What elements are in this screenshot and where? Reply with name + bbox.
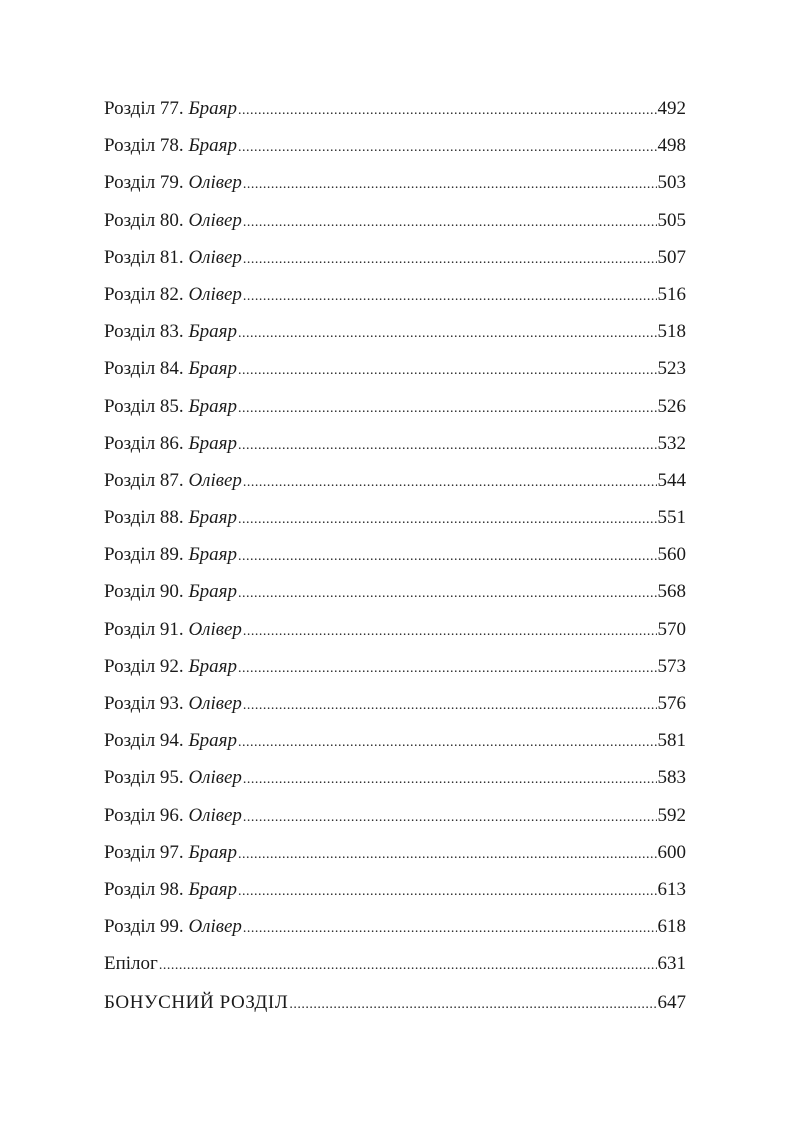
chapter-narrator: Браяр [188, 581, 237, 603]
toc-page-number: 647 [657, 991, 686, 1013]
dot-leader [238, 438, 657, 454]
toc-entry-label [104, 433, 237, 455]
toc-entry [104, 358, 686, 395]
chapter-narrator: Олівер [188, 767, 242, 789]
toc-page-number: 618 [657, 916, 686, 938]
toc-entry-label [104, 210, 242, 232]
chapter-number: Розділ 95. [104, 767, 189, 789]
dot-leader [238, 512, 657, 528]
toc-page-number: 526 [657, 395, 686, 417]
toc-entry [104, 916, 686, 953]
toc-entry-label [104, 916, 242, 938]
toc-entry-label [104, 619, 242, 641]
chapter-number: Розділ 79. [104, 172, 189, 194]
chapter-number: Розділ 87. [104, 469, 189, 491]
toc-entry [104, 210, 686, 247]
dot-leader [238, 884, 657, 900]
dot-leader [243, 177, 657, 193]
chapter-narrator: Браяр [188, 321, 237, 343]
toc-entry-label [104, 396, 237, 418]
toc-entry [104, 98, 686, 135]
dot-leader [243, 475, 657, 491]
toc-entry [104, 470, 686, 507]
toc-entry-label [104, 544, 237, 566]
toc-entry-label [104, 135, 237, 157]
toc-entry-bonus [104, 992, 686, 1029]
toc-page-number: 544 [657, 469, 686, 491]
toc-page-number: 518 [657, 321, 686, 343]
chapter-number: Розділ 94. [104, 730, 189, 752]
toc-entry-label [104, 470, 242, 492]
chapter-number: Розділ 82. [104, 283, 189, 305]
dot-leader [238, 140, 657, 156]
toc-entry [104, 507, 686, 544]
dot-leader [238, 103, 657, 119]
dot-leader [238, 735, 657, 751]
chapter-narrator: Олівер [188, 209, 242, 231]
dot-leader [238, 549, 657, 565]
chapter-number: Розділ 98. [104, 878, 189, 900]
toc-entry-epilogue [104, 953, 686, 990]
toc-entry [104, 544, 686, 581]
toc-page-number: 505 [657, 209, 686, 231]
toc-entry [104, 321, 686, 358]
chapter-number: Розділ 85. [104, 395, 189, 417]
toc-entry [104, 247, 686, 284]
toc-entry-label [104, 693, 242, 715]
chapter-narrator: Браяр [188, 135, 237, 157]
chapter-narrator: Браяр [188, 655, 237, 677]
toc-page-number: 631 [657, 953, 686, 975]
chapter-narrator: Браяр [188, 841, 237, 863]
toc-entry-label [104, 507, 237, 529]
chapter-number: Розділ 92. [104, 655, 189, 677]
dot-leader [243, 698, 657, 714]
dot-leader [238, 661, 657, 677]
toc-page-number: 583 [657, 767, 686, 789]
toc-page-number: 532 [657, 432, 686, 454]
toc-page-number: 516 [657, 283, 686, 305]
dot-leader [243, 810, 657, 826]
toc-entry-label: Епілог [104, 953, 158, 975]
chapter-narrator: Олівер [188, 469, 242, 491]
chapter-narrator: Олівер [188, 283, 242, 305]
dot-leader [238, 401, 657, 417]
chapter-narrator: Браяр [188, 395, 237, 417]
chapter-narrator: Олівер [188, 804, 242, 826]
toc-entry [104, 135, 686, 172]
toc-entry [104, 172, 686, 209]
toc-entry [104, 730, 686, 767]
toc-entry-label [104, 767, 242, 789]
toc-page-number: 492 [657, 98, 686, 119]
toc-entry [104, 433, 686, 470]
chapter-number: Розділ 80. [104, 209, 189, 231]
toc-entry-label [104, 581, 237, 603]
chapter-number: Розділ 89. [104, 544, 189, 566]
chapter-narrator: Браяр [188, 878, 237, 900]
toc-entry-label [104, 805, 242, 827]
dot-leader [238, 326, 657, 342]
chapter-number: Розділ 97. [104, 841, 189, 863]
toc-page-number: 507 [657, 246, 686, 268]
chapter-number: Розділ 78. [104, 135, 189, 157]
toc-entry [104, 284, 686, 321]
dot-leader [243, 215, 657, 231]
toc-page-number: 613 [657, 878, 686, 900]
dot-leader [243, 921, 657, 937]
dot-leader [289, 997, 656, 1013]
toc-page-number: 560 [657, 544, 686, 566]
toc-entry [104, 656, 686, 693]
chapter-narrator: Браяр [188, 507, 237, 529]
toc-page-number: 498 [657, 135, 686, 157]
chapter-narrator: Олівер [188, 618, 242, 640]
dot-leader [238, 363, 657, 379]
chapter-number: Розділ 96. [104, 804, 189, 826]
toc-entry-label [104, 284, 242, 306]
dot-leader [159, 958, 657, 974]
toc-entry-label [104, 321, 237, 343]
chapter-number: Розділ 77. [104, 98, 189, 119]
chapter-number: Розділ 93. [104, 693, 189, 714]
chapter-number: Розділ 99. [104, 916, 189, 938]
chapter-number: Розділ 86. [104, 432, 189, 454]
toc-entry-label [104, 656, 237, 678]
table-of-contents [104, 98, 686, 1029]
toc-page-number: 551 [657, 507, 686, 529]
toc-entry [104, 396, 686, 433]
chapter-number: Розділ 90. [104, 581, 189, 603]
toc-entry [104, 879, 686, 916]
chapter-number: Розділ 88. [104, 507, 189, 529]
toc-entry-label [104, 358, 237, 380]
chapter-narrator: Браяр [188, 432, 237, 454]
toc-entry-label [104, 98, 237, 120]
toc-page-number: 523 [657, 358, 686, 380]
chapter-narrator: Браяр [188, 730, 237, 752]
toc-entry [104, 767, 686, 804]
toc-page-number: 573 [657, 655, 686, 677]
toc-entry-label: БОНУСНИЙ РОЗДІЛ [104, 991, 289, 1013]
chapter-narrator: Браяр [188, 358, 237, 380]
chapter-narrator: Олівер [188, 246, 242, 268]
chapter-narrator: Олівер [188, 693, 242, 714]
dot-leader [243, 772, 657, 788]
toc-entry [104, 693, 686, 730]
toc-page-number: 570 [657, 618, 686, 640]
toc-page-number: 581 [657, 730, 686, 752]
dot-leader [243, 252, 657, 268]
toc-entry-label [104, 730, 237, 752]
toc-page-number: 568 [657, 581, 686, 603]
chapter-narrator: Олівер [188, 916, 242, 938]
chapter-number: Розділ 91. [104, 618, 189, 640]
dot-leader [238, 847, 657, 863]
dot-leader [238, 586, 657, 602]
chapter-number: Розділ 81. [104, 246, 189, 268]
toc-page-number: 576 [657, 693, 686, 714]
chapter-narrator: Браяр [188, 544, 237, 566]
dot-leader [243, 624, 657, 640]
toc-page-number: 600 [657, 841, 686, 863]
dot-leader [243, 289, 657, 305]
chapter-number: Розділ 83. [104, 321, 189, 343]
toc-page-number: 592 [657, 804, 686, 826]
chapter-number: Розділ 84. [104, 358, 189, 380]
toc-entry [104, 619, 686, 656]
toc-entry [104, 805, 686, 842]
toc-entry-label [104, 879, 237, 901]
toc-page-number: 503 [657, 172, 686, 194]
chapter-narrator: Браяр [188, 98, 237, 119]
toc-entry [104, 842, 686, 879]
toc-entry [104, 581, 686, 618]
toc-entry-label [104, 247, 242, 269]
toc-entry-label [104, 172, 242, 194]
chapter-narrator: Олівер [188, 172, 242, 194]
toc-entry-label [104, 842, 237, 864]
